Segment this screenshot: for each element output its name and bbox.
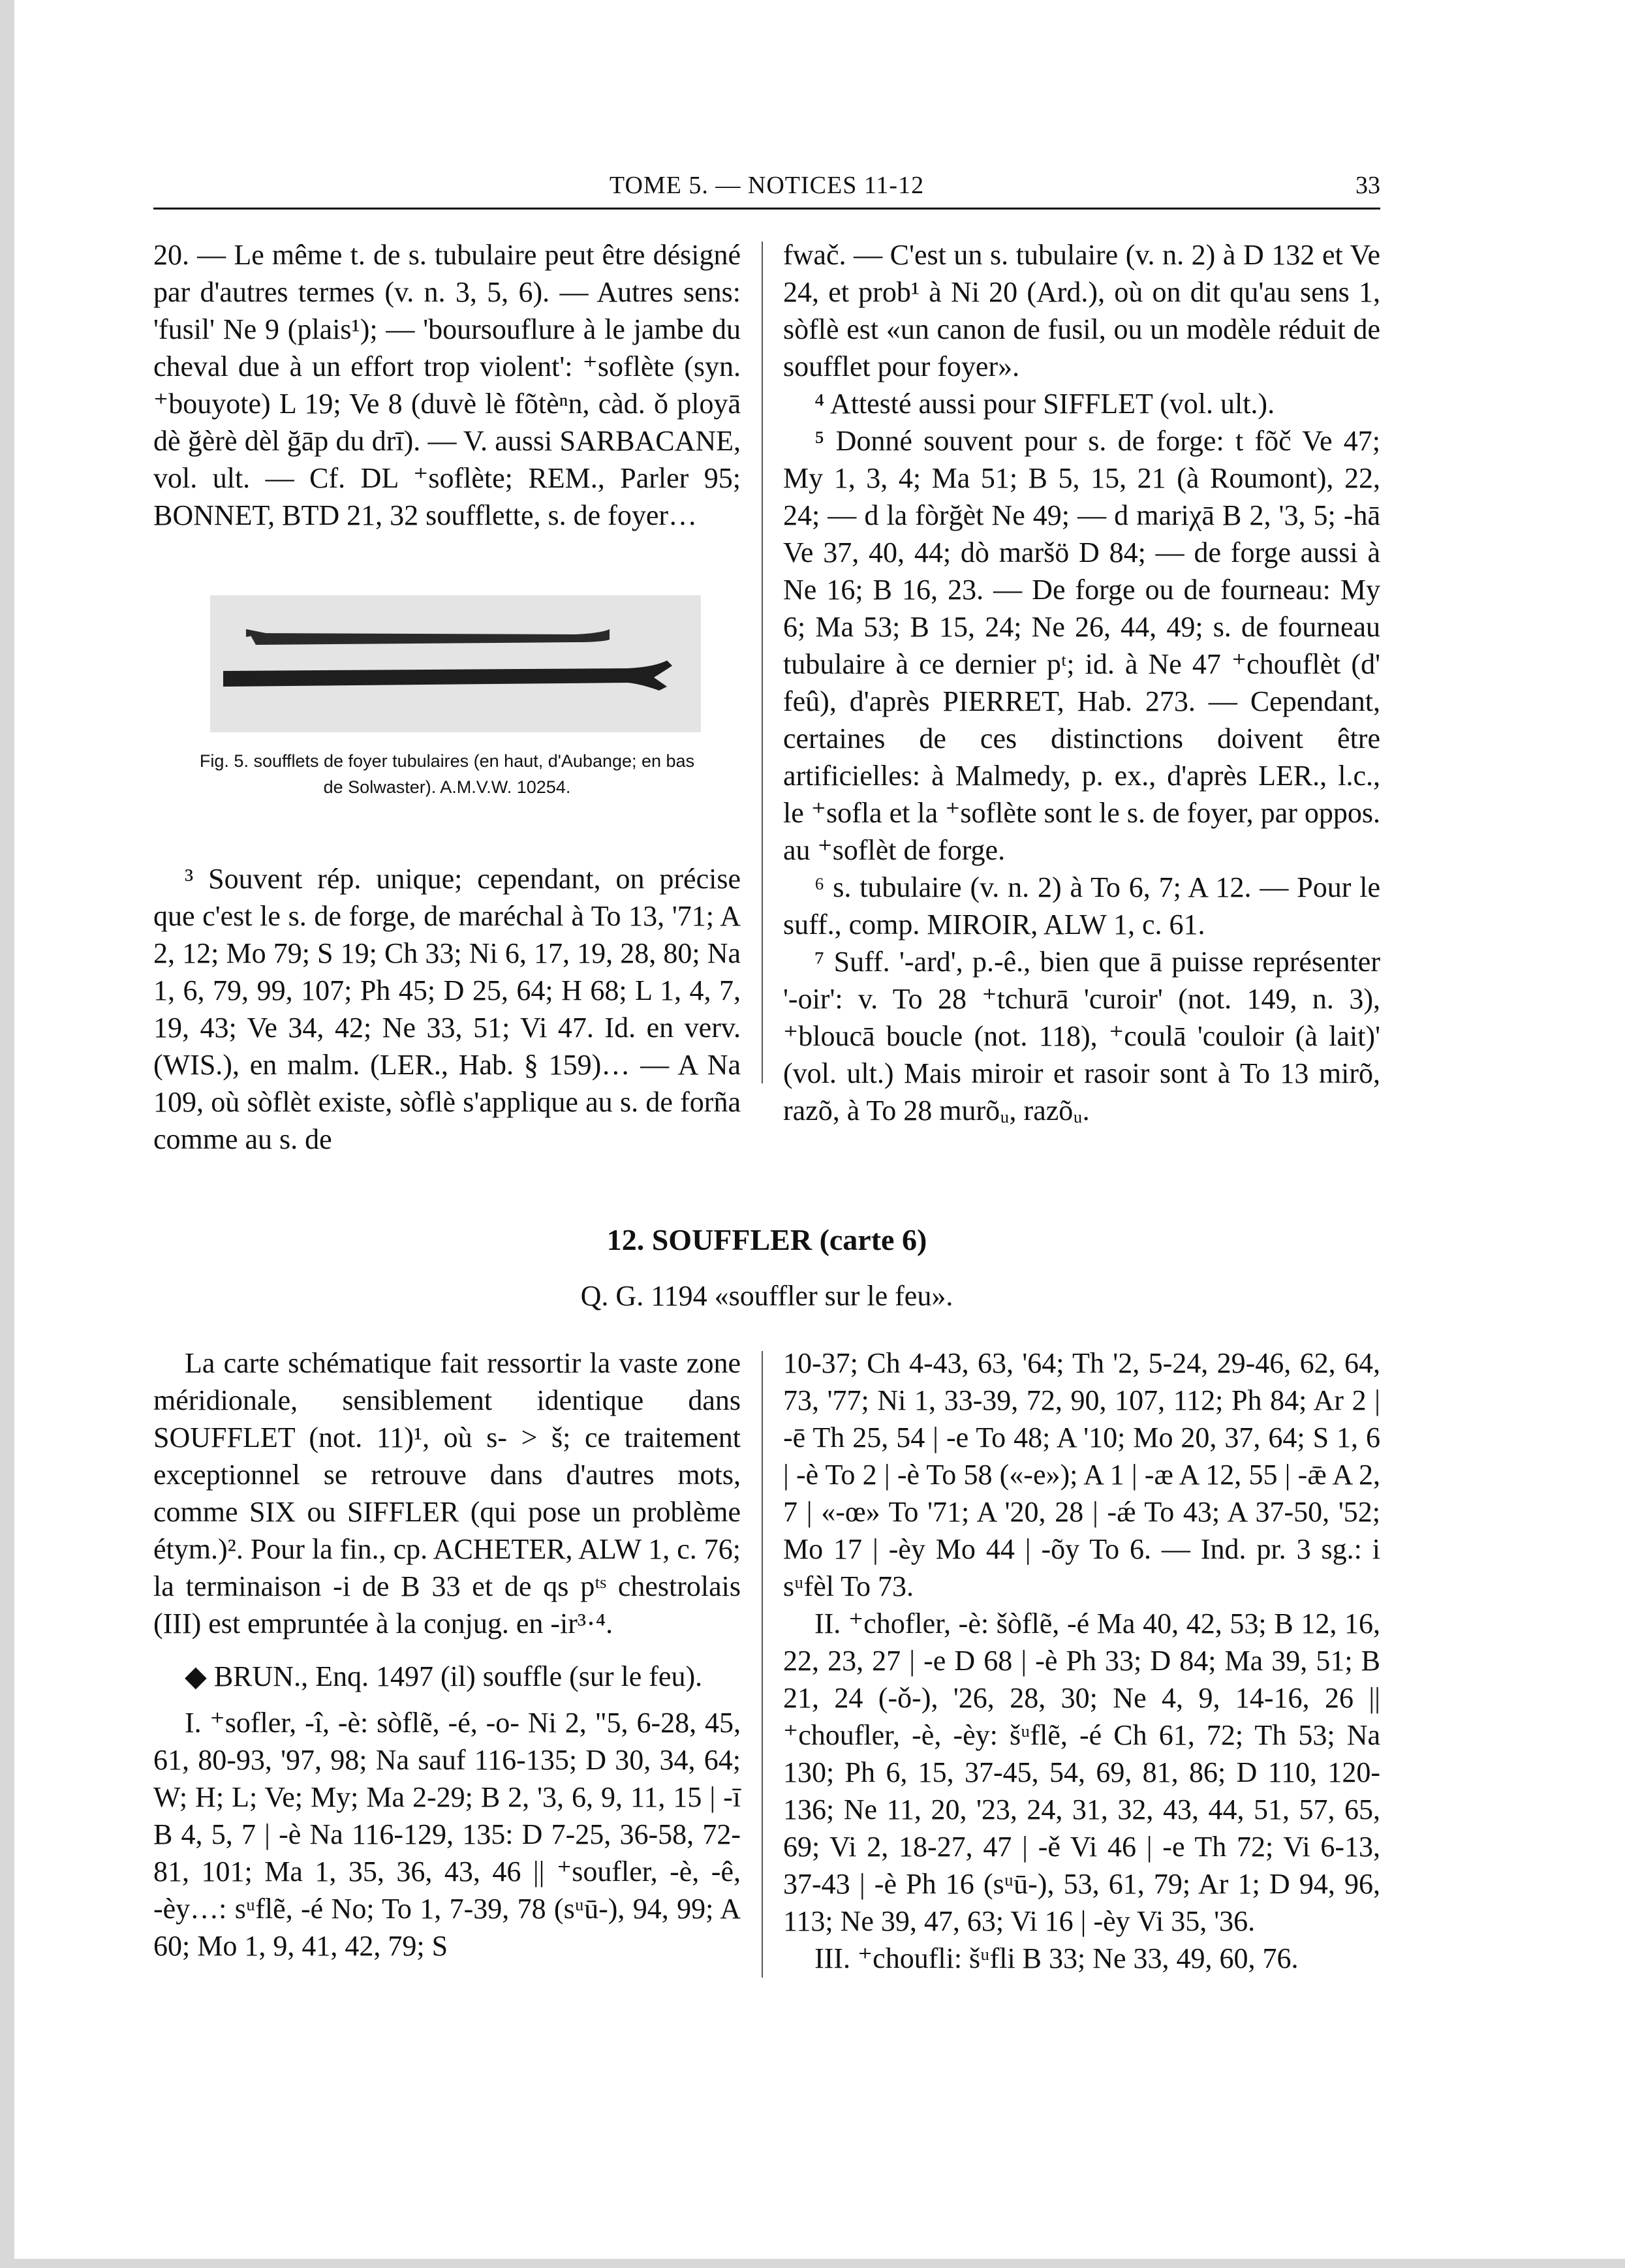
entry-I: I. ⁺sofler, -î, -è: sòflẽ, -é, -o- Ni 2, "5, 6-28, 45, 61, 80-93, '97, 98; Na sauf 116-135; D 30, 34, 64; W; H; L; Ve; My; Ma 2-29; B 2, '3, 6, 9, 11, 15 | -ī B 4, 5, 7 | -è Na 116-129, 135: D 7-25, 36-58, 72-81, 101; Ma 1, 35, 36, 43, 46 || ⁺soufler, -è, -ê, -èy…: sᵘflẽ, -é No; To 1, 7-39, 78 (sᵘū-), 94, 99; A 60; Mo 1, 9, 41, 42, 79; S bbox=[153, 1707, 741, 1962]
note-20: 20. — Le même t. de s. tubulaire peut être désigné par d'autres termes (v. n. 3, 5, 6). — Autres sens: 'fusil' Ne 9 (plais¹); — 'boursouflure à le jambe du cheval due à un effort trop violent': ⁺soflète (syn. ⁺bouyote) L 19; Ve 8 (duvè lè fõtèⁿn, càd. ǒ ployā dè ğèrè dèl ğāp du drī). — V. aussi SARBACANE, vol. ult. — Cf. DL ⁺soflète; REM., Parler 95; BONNET, BTD 21, 32 soufflette, s. de foyer… bbox=[153, 239, 741, 531]
figure-bellows-photo bbox=[210, 595, 701, 732]
page-number: 33 bbox=[1355, 172, 1380, 199]
note-6: ⁶ s. tubulaire (v. n. 2) à To 6, 7; A 12. — Pour le suff., comp. MIROIR, ALW 1, c. 61. bbox=[783, 871, 1380, 940]
figure-caption-line-2: de Solwaster). A.M.V.W. 10254. bbox=[323, 777, 571, 797]
section-subtitle: Q. G. 1194 «souffler sur le feu». bbox=[580, 1280, 953, 1312]
section-title: 12. SOUFFLER (carte 6) bbox=[606, 1223, 927, 1256]
running-head bbox=[153, 171, 1380, 210]
scan-edge-bottom bbox=[0, 2259, 1625, 2268]
entry-III: III. ⁺choufli: šᵘfli B 33; Ne 33, 49, 60, 76. bbox=[814, 1942, 1299, 1974]
figure-caption-line-1: Fig. 5. soufflets de foyer tubulaires (en haut, d'Aubange; en bas bbox=[199, 751, 695, 771]
note-3: ³ Souvent rép. unique; cependant, on précise que c'est le s. de forge, de maréchal à To 13, '71; A 2, 12; Mo 79; S 19; Ch 33; Ni 6, 17, 19, 28, 80; Na 1, 6, 79, 99, 107; Ph 45; D 25, 64; H 68; L 1, 4, 7, 19, 43; Ve 34, 42; Ne 33, 51; Vi 47. Id. en verv. (WIS.), en malm. (LER., Hab. § 159)… — A Na 109, où sòflèt existe, sòflè s'applique au s. de forña comme au s. de bbox=[153, 863, 741, 1155]
entry-I-continuation: 10-37; Ch 4-43, 63, '64; Th '2, 5-24, 29-46, 62, 64, 73, '77; Ni 1, 33-39, 72, 90, 107, 112; Ph 84; Ar 2 | -ē Th 25, 54 | -e To 48; A '10; Mo 20, 37, 64; S 1, 6 | -è To 2 | -è To 58 («-e»); A 1 | -æ A 12, 55 | -ǣ A 2, 7 | «-œ» To '71; A '20, 28 | -ǽ To 43; A 37-50, '52; Mo 17 | -èy Mo 44 | -õy To 6. — Ind. pr. 3 sg.: i sᵘfèl To 73. bbox=[783, 1347, 1380, 1602]
note-4: ⁴ Attesté aussi pour SIFFLET (vol. ult.). bbox=[814, 388, 1275, 420]
column-divider-bottom bbox=[762, 1351, 763, 1978]
note-5: ⁵ Donné souvent pour s. de forge: t fõč Ve 47; My 1, 3, 4; Ma 51; B 5, 15, 21 (à Roumont), 22, 24; — d la fòrğèt Ne 49; — d mariχā B 2, '3, 5; -hā Ve 37, 40, 44; dò maršö D 84; — de forge aussi à Ne 16; B 16, 23. — De forge ou de fourneau: My 6; Ma 53; B 15, 24; Ne 26, 44, 49; s. de fourneau tubulaire à ce dernier pᵗ; id. à Ne 47 ⁺chouflèt (d' feû), d'après PIERRET, Hab. 273. — Cependant, certaines de ces distinctions doivent être artificielles: à Malmedy, p. ex., d'après LER., l.c., le ⁺sofla et la ⁺soflète sont le s. de foyer, par oppos. au ⁺soflèt de forge. bbox=[783, 425, 1380, 866]
running-title: TOME 5. — NOTICES 11-12 bbox=[609, 172, 925, 199]
intro-paragraph: La carte schématique fait ressortir la vaste zone méridionale, sensiblement identique dans SOUFFLET (not. 11)¹, où s- > š; ce traitement exceptionnel se retrouve dans d'autres mots, comme SIX ou SIFFLER (qui pose un problème étym.)². Pour la fin., cp. ACHETER, ALW 1, c. 76; la terminaison -i de B 33 et de qs pᵗˢ chestrolais (III) est empruntée à la conjug. en -ir³·⁴. bbox=[153, 1347, 741, 1639]
notes-right-column bbox=[783, 236, 1380, 1129]
note-7: ⁷ Suff. '-ard', p.-ê., bien que ā puisse représenter '-oir': v. To 28 ⁺tchurā 'curoir' (not. 149, n. 3), ⁺bloucā boucle (not. 118), ⁺coulā 'couloir (à lait)' (vol. ult.) Mais miroir et rasoir sont à To 13 mirõ, razõ, à To 28 murõᵤ, razõᵤ. bbox=[783, 946, 1380, 1126]
header-rule bbox=[153, 208, 1380, 210]
note-continuation: fwač. — C'est un s. tubulaire (v. n. 2) à D 132 et Ve 24, et prob¹ à Ni 20 (Ard.), où on dit qu'au sens 1, sòflè est «un canon de fusil, ou un modèle réduit de soufflet pour foyer». bbox=[783, 239, 1380, 382]
figure-caption bbox=[153, 748, 741, 800]
brun-reference: ◆ BRUN., Enq. 1497 (il) souffle (sur le feu). bbox=[185, 1660, 703, 1692]
body-left-column bbox=[153, 1344, 741, 1965]
entry-II: II. ⁺chofler, -è: šòflẽ, -é Ma 40, 42, 53; B 12, 16, 22, 23, 27 | -e D 68 | -è Ph 33; D 84; Ma 39, 51; B 21, 24 (-ǒ-), '26, 28, 30; Ne 4, 9, 14-16, 26 || ⁺choufler, -è, -èy: šᵘflẽ, -é Ch 61, 72; Th 53; Na 130; Ph 6, 15, 37-45, 54, 69, 81, 86; D 110, 120-136; Ne 11, 20, '23, 24, 31, 32, 43, 44, 51, 57, 65, 69; Vi 2, 18-27, 47 | -ě Vi 46 | -e Th 72; Vi 6-13, 37-43 | -è Ph 16 (sᵘū-), 53, 61, 79; Ar 1; D 94, 96, 113; Ne 39, 47, 63; Vi 16 | -èy Vi 35, '36. bbox=[783, 1608, 1380, 1937]
notes-left-column bbox=[153, 236, 741, 534]
column-divider-top bbox=[762, 241, 763, 1083]
body-right-column bbox=[783, 1344, 1380, 1977]
scan-edge-left bbox=[0, 0, 14, 2268]
bellows-drawing bbox=[210, 595, 701, 732]
notes-left-lower bbox=[153, 860, 741, 1158]
